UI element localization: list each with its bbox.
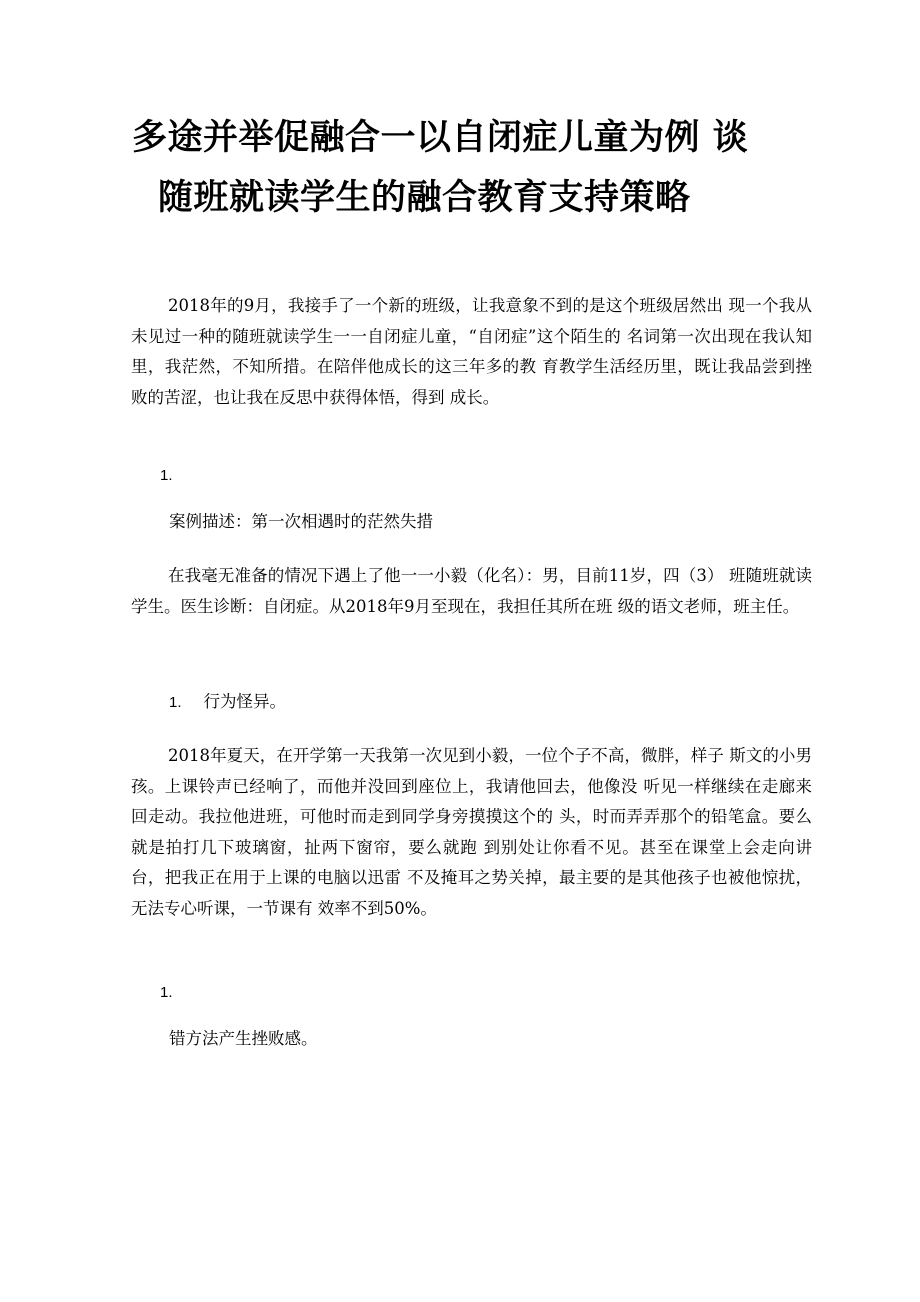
title-line-1: 多途并举促融合一以自闭症儿童为例 谈: [132, 118, 749, 158]
title-line-2: 随班就读学生的融合教育支持策略: [158, 178, 691, 218]
behavior-paragraph: 2018年夏天，在开学第一天我第一次见到小毅，一位个子不高，微胖，样子 斯文的小男孩。上课铃声已经响了，而他并没回到座位上，我请他回去，他像没 听见一样继续在走廊来回走动。我拉他进班，可他时而走到同学身旁摸摸这个的 头，时而弄弄那个的铅笔盒。要么就是拍打几下玻璃窗，扯两下窗帘，要么就跑 到别处让你看不见。甚至在课堂上会走向讲台，把我正在用于上课的电脑以迅雷 不及掩耳之势关掉，最主要的是其他孩子也被他惊扰，无法专心听课，一节课有 效率不到50%。: [131, 746, 812, 918]
case-paragraph: 在我毫无准备的情况下遇上了他一一小毅（化名）：男，目前11岁，四（3） 班随班就读学生。医生诊断：自闭症。从2018年9月至现在，我担任其所在班 级的语文老师，班主任。: [131, 566, 812, 616]
case-heading: 案例描述：第一次相遇时的茫然失措: [169, 512, 433, 531]
item-behavior: [169, 687, 286, 718]
failure-heading: 错方法产生挫败感。: [169, 1029, 318, 1048]
item-behavior-number: 1.: [169, 694, 182, 711]
list-number-1: 1.: [160, 467, 173, 484]
list-number-2: 1.: [160, 984, 173, 1001]
intro-paragraph: 2018年的9月，我接手了一个新的班级，让我意象不到的是这个班级居然出 现一个我从未见过一种的随班就读学生一一自闭症儿童，“自闭症”这个陌生的 名词第一次出现在我认知里，我茫然，不知所措。在陪伴他成长的这三年多的教 育教学生活经历里，既让我品尝到挫败的苦涩，也让我在反思中获得体悟，得到 成长。: [131, 296, 812, 407]
item-behavior-text: 行为怪异。: [203, 692, 287, 711]
document-title: [132, 108, 832, 228]
